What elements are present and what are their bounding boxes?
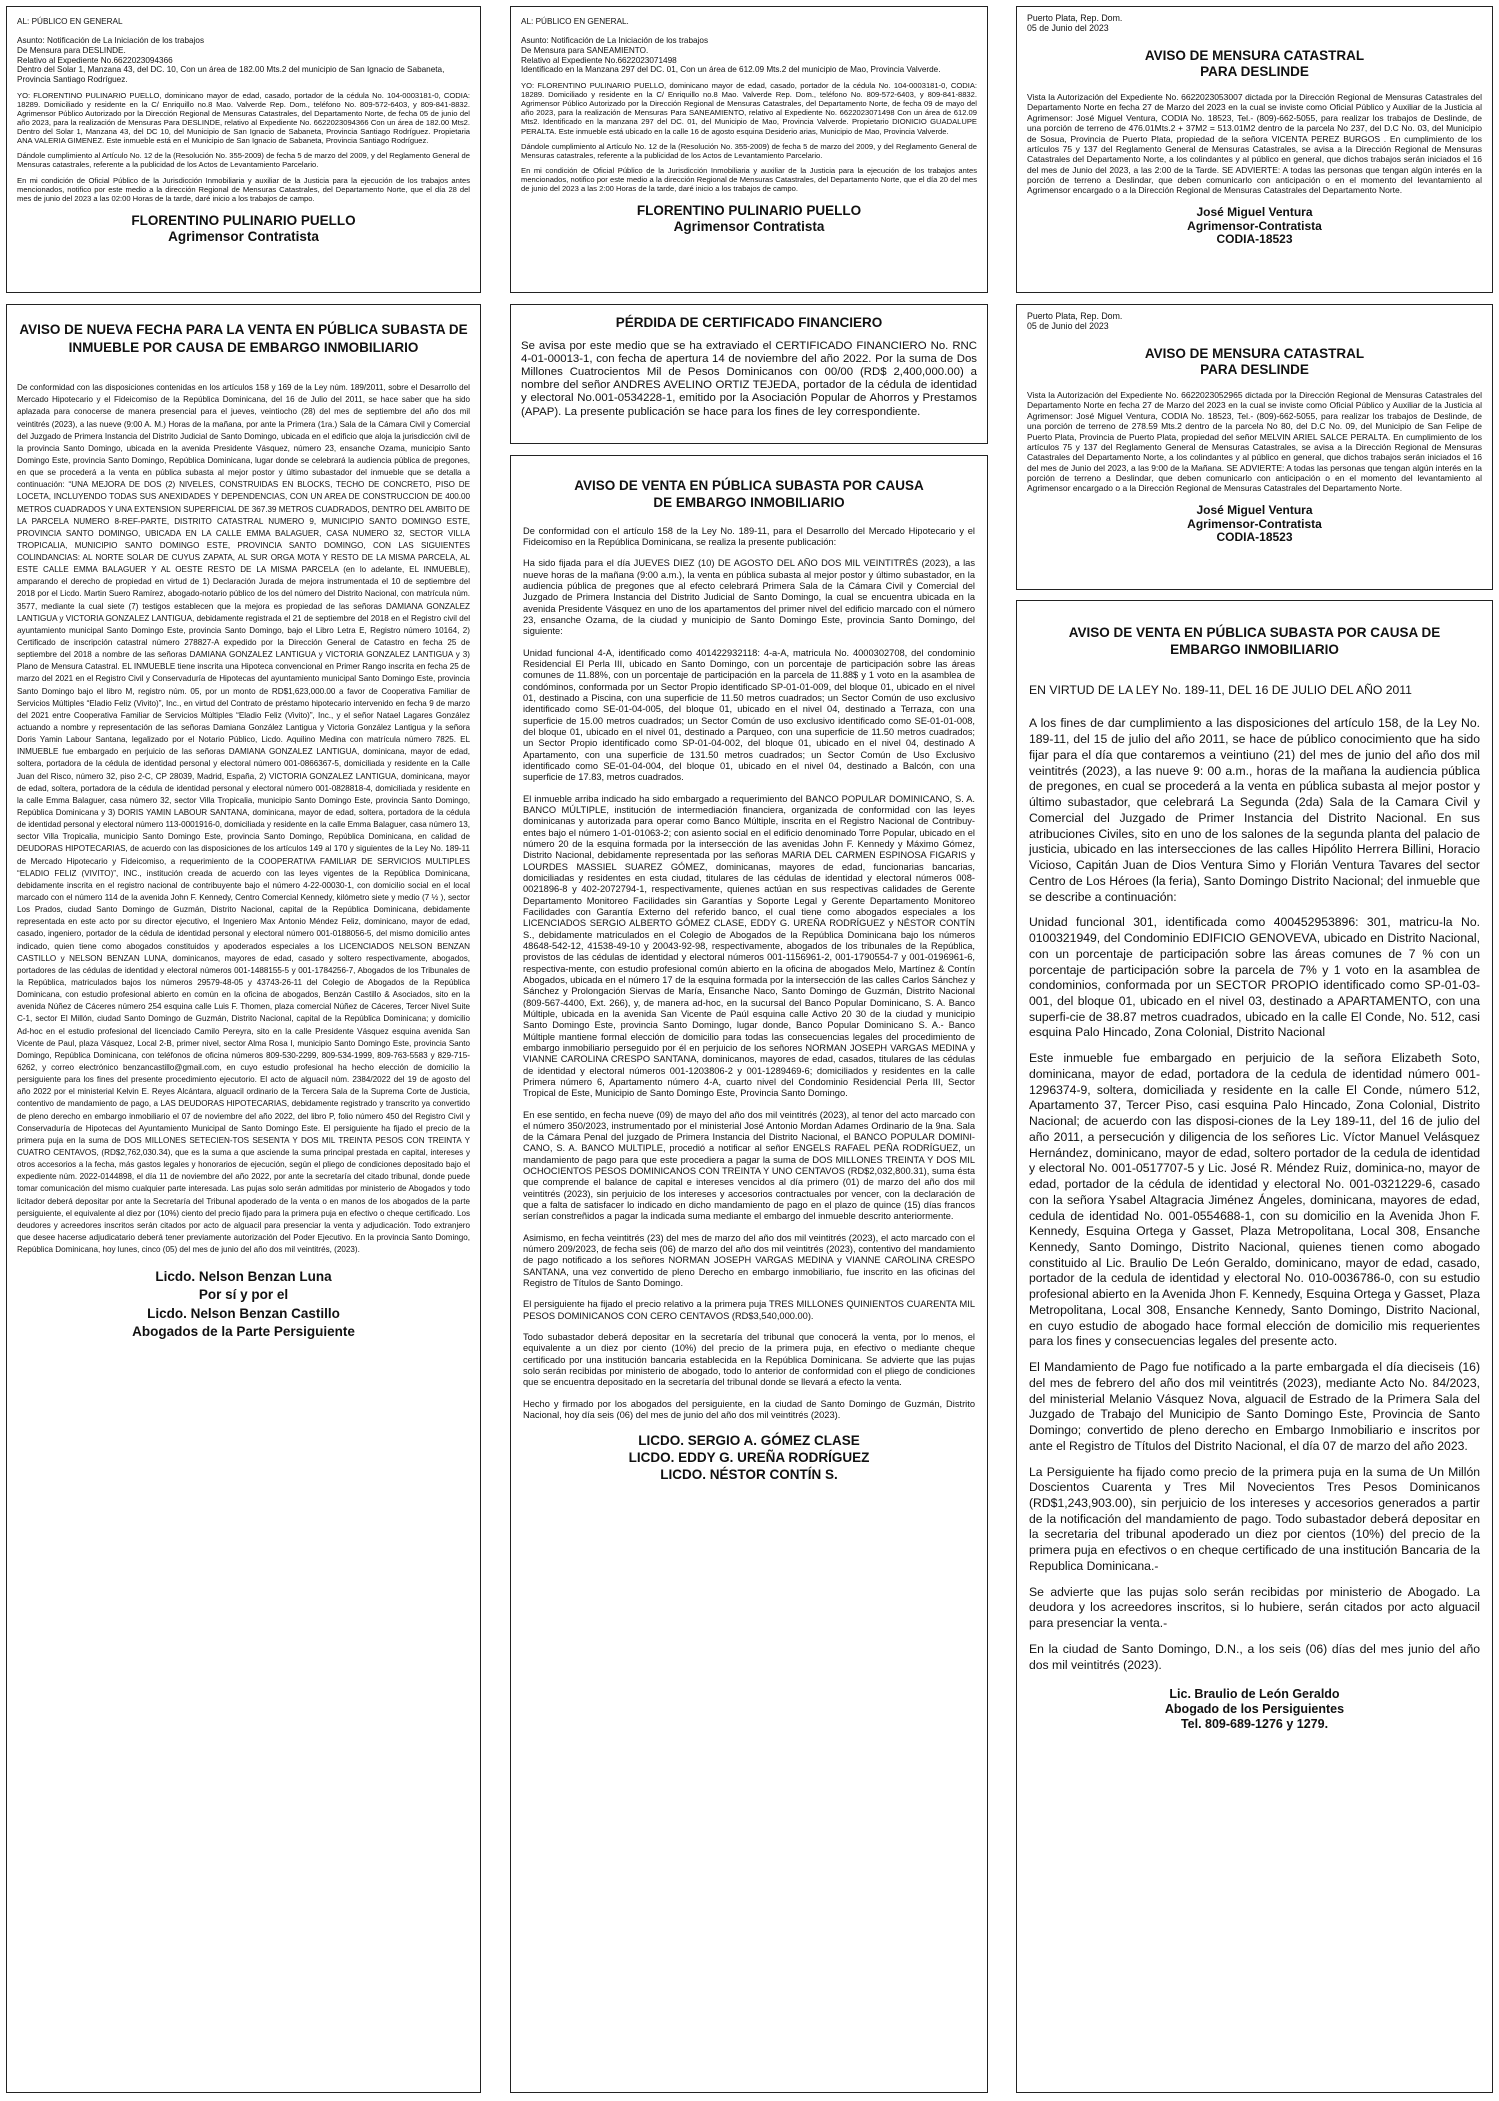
notice-paragraph: Hecho y firmado por los abogados del persiguiente, en la ciudad de Santo Domingo de Guzmán, Distrito Nacional, hoy día seis (06) del mes de junio del año dos mil veintitrés (2023). (523, 1398, 975, 1421)
notice-signature: José Miguel Ventura Agrimensor-Contratista CODIA-18523 (1187, 502, 1322, 545)
notice-body: Se avisa por este medio que se ha extraviado el CERTIFICADO FINANCIERO No. RNC 4-01-00013-1, con fecha de apertura 14 de noviembre del año 2022. Por la suma de Dos Millones Cuatrocientos Mil de Pesos Dominicanos con 00/00 (RD$ 2,400,000.00) a nombre del señor ANDRES AVELINO ORTIZ TEJEDA, portador de la cédula de identidad y electoral No.001-0534228-1, emitido por la Asociación Popular de Ahorros y Prestamos (APAP). La presente publicación se hace para los fines de ley correspondiente. (521, 340, 977, 418)
notice-venta-genoveva (1016, 600, 1493, 2093)
notice-paragraph: Unidad funcional 4-A, identificado como 401422932118: 4-a-A, matricula No. 400030270​8, del condominio Residencial El Perla III, ubicado en Santo Domingo, con un porcentaje de participación sobre las áreas comunes de 11.88%, con un porcentaje de participación en la parcela de 11.88$ y 1 voto en la asamblea de condóminos, conformada por un Sector Propio identificado SP-01-01-009, del bloque 01, ubicado en el nivel 01, destinado a Piscina, con una superficie de 11.50 metros cuadrados; un Sector Común de uso exclusivo identificado como SE-01-04-005, del bloque 01, ubicado en el nivel 04, destinado a Terraza, con una superficie de 15.00 metros cuadrados; un Sector Común de uso exclusivo identificado como SE-01-01-008, del bloque 01, ubicado en el nivel 01, destinado a Parqueo, con una superficie de 11.50 metros cuadrados; un Sector Propio identificado como SP-01-04-002, del bloque 01, ubicado en el nivel 04, destinado A Apartamento, con una superficie de 131.50 metros cuadrados; un Sector Común de Uso Exclusivo identificado como SE-01-04-004, del bloque 01, ubicado en el nivel 04, destinado a Balcón, con una superficie de 17.83, metros cuadrados. (523, 647, 975, 783)
notice-paragraph: Ha sido fijada para el día JUEVES DIEZ (10) DE AGOSTO DEL AÑO DOS MIL VEINTITRÉS (2023), a las nueve horas de la mañana (9:00 a.m.), la venta en pública subasta al mejor postor y último subastador, en la audiencia pública de pregones que al efecto celebrará Primera Sala de la Cámara Civil y Comercial del Juzgado de Primera Instancia del Distrito Judicial de Santo Domingo, la cual se encuentra ubicada en la avenida Presidente Vásquez en uno de los apartamentos del primer nivel del edificio marcado con el número 23, ensanche Ozama, de la ciudad y municipio de Santo Domingo Este, provincia Santo Domingo, del siguiente: (523, 558, 975, 637)
notice-deslinde-sabaneta (6, 6, 481, 293)
notice-paragraph: De conformidad con el artículo 158 de la Ley No. 189-11, para el Desarrollo del Mercado Hipotecario y el Fideicomiso en la República Dominicana, se realiza la presente publicación: (523, 525, 975, 548)
notice-place-date: Puerto Plata, Rep. Dom. 05 de Junio del 2023 (1027, 13, 1123, 34)
notice-paragraph: Todo subastador deberá depositar en la secretaría del tribunal que conocerá la venta, por lo menos, el equivalente a un diez por ciento (10%) del precio de la primera puja, en efectivo o mediante cheque certificado por una institución bancaria establecida en la República Dominicana. Se advierte que las pujas solo serán recibidas por ministerio de abogado, todo lo anterior de conformidad con el pliego de condiciones que se encuentra depositado en la secretaría del tribunal donde se llevará a efecto la venta. (523, 1332, 975, 1388)
notice-title: AVISO DE MENSURA CATASTRAL PARA DESLINDE (1144, 345, 1365, 377)
notice-paragraph: El Mandamiento de Pago fue notificado a la parte embargada el día dieciseis (16) del mes de febrero del año dos mil veintitrés (2023), mediante Acto No. 84/2023, del ministerial Melanio Vásquez Nova, alguacil de Estrado de la Primera Sala del Juzgado de Trabajo del Municipio de Santo Domingo Este, Provincia de Santo Domingo; convertido de pleno derecho en Embargo Inmobiliario e inscritos por ante el Registro de Títulos del Distrito Nacional, el día 07 de marzo del año 2023. (1029, 1360, 1480, 1453)
notice-paragraph: Se advierte que las pujas solo serán recibidas por ministerio de Abogado. La deudora y los acreedores inscritos, si lo hubiere, serán citados por acto alguacil para presenciar la venta.- (1029, 1584, 1480, 1631)
notice-title: AVISO DE NUEVA FECHA PARA LA VENTA EN PÚBLICA SUBASTA DE INMUEBLE POR CAUSA DE EMBARGO INMOBILIARIO (19, 322, 468, 355)
notice-paragraph: En ese sentido, en fecha nueve (09) de mayo del año dos mil veintitrés (2023), al tenor del acto marcado con el número 350/2023, instrumentado por el ministerial José Antonio Mordan Adames Ordinario de la 9na. Sala de la Cámara Penal del juzgado de Primera Instancia del Distrito Nacional, el BANCO POPULAR DOMINI-CANO, S. A. BANCO MULTIPLE, procedió a notificar al señor ENGELS RAFAEL PEÑA RODRÍGUEZ, un mandamiento de pago para que este procediera a pagar la suma de DOS MILLONES TREINTA Y DOS MIL OCHOCIENTOS PESOS DOMINICANOS CON TREINTA Y UNO CENTAVOS (RD$2,032,800.31), suma ésta que comprende el balance de capital e intereses vencidos al día primero (01) de marzo del año dos mil veintitrés (2023), sin perjuicio de los intereses y accesorios contractuales por vencer, con la declaración de que a falta de satisfacer lo indicado en dicho mandamiento de pago en el plazo de quince (15) días francos serían constreñidos a pagar la indicada suma mediante el embargo del inmueble descrito anteriormente. (523, 1109, 975, 1222)
notice-paragraph: En mi condición de Oficial Público de la Jurisdicción Inmobiliaria y auxiliar de la Justicia para la ejecución de los trabajos antes mencionados, notifico por este medio a la dirección Regional de Mensuras Catastrales, del Departamento Norte, que el día 20 del mes de junio del 2023 a las 2:00 Horas de la tarde, daré inicio a los trabajos de campo. (521, 165, 977, 194)
notice-body: Vista la Autorización del Expediente No. 6622023052965 dictada por la Dirección Regional de Mensuras Catastrales del Departamento Norte en fecha 27 de Marzo del 2023 en la cual se inviste como Oficial Público y Auxiliar de la Justicia al Agrimensor: José Miguel Ventura, CODIA No. 18523, Tel.- (809)-662-5055, para realizar los trabajos de Deslinde, de una porción de terreno de 278.59 Mts.2 dentro de la parcela No 80, del D.C No. 09, del Municipio de San Felipe de Puerto Plata, Provincia de Puerto Plata, propiedad del señor MELVIN ARIEL SALCE PERALTA. En cumplimiento de los artículos 75 y 137 del Reglamento General de Mensuras Catastrales, se avisa a la Dirección Regional de Mensuras Catastrales del Departamento Norte, a los colindantes y al público en general, que dichos trabajos serán iniciados el 16 del mes de Junio del 2023, a las 9:00 de la Mañana. SE ADVIERTE: A todas las personas que tengan algún interés en la porción de terreno a Deslindar, que deben comunicarlo con anticipación o en el momento del levantamiento al Agrimensor encargado o a la Dirección Regional de Mensuras Catastrales del Departamento Norte. (1027, 390, 1482, 494)
notice-paragraph: Dándole cumplimiento al Artículo No. 12 de la (Resolución No. 355-2009) de fecha 5 de marzo del 2009, y del Reglamento General de Mensuras catastrales, referente a la publicidad de los Actos de Levantamiento Parcelario. (17, 151, 470, 170)
notice-body: Vista la Autorización del Expediente No. 6622023053007 dictada por la Dirección Regional de Mensuras Catastrales del Departamento Norte en fecha 27 de Marzo del 2023 en la cual se inviste como Oficial Público y Auxiliar de la Justicia al Agrimensor: José Miguel Ventura, CODIA No. 18523, Tel.- (809)-662-5055, para realizar los trabajos de Deslinde, de una porción de terreno de 476.01Mts.2 + 37M2 = 513.01M2 dentro de la parcela No 237, del D.C No. 03, del Municipio de Sosua, Provincia de Puerto Plata, propiedad de la señora VICENTA PEREZ BURGOS . En cumplimiento de los artículos 75 y 137 del Reglamento General de Mensuras Catastrales, se avisa a la Dirección Regional de Mensuras Catastrales del Departamento Norte, a los colindantes y al público en general, que dichos trabajos serán iniciados el 16 del mes de Junio del 2023, a las 2:00 de la Tarde. SE ADVIERTE: A todas las personas que tengan algún interés en la porción de terreno a Deslindar, que deben comunicarlo con anticipación o en el momento del levantamiento al Agrimensor encargado o a la Dirección Regional de Mensuras Catastrales del Departamento Norte. (1027, 92, 1482, 196)
notice-mensura-sosua (1016, 6, 1493, 293)
notice-paragraph: En mi condición de Oficial Público de la Jurisdicción Inmobiliaria y auxiliar de la Justicia para la ejecución de los trabajos antes mencionados, notifico por este medio a la dirección Regional de Mensuras Catastrales, del Departamento Norte, que el día 28 del mes de junio del 2023 a las 02:00 Horas de la tarde, daré inicio a los trabajos de campo. (17, 175, 470, 203)
notice-paragraph: YO: FLORENTINO PULINARIO PUELLO, dominicano mayor de edad, casado, portador de la cédula No. 104-0003181-0, CODIA: 18289. Domiciliado y residente en la C/ Enriquillo no.8 Mao. Valverde Rep. Dom., teléfono No. 809-572-6403, y 809-841-8832. Agrimensor Público Autorizado por la Dirección Regional de Mensuras Catastrales, del Departamento Norte, de fecha 05 de junio del año 2023, para la realización de Mensuras Para DESLINDE, relativo al Expediente No. 6622023094366 Con un área de 182.00 Mts2. Dentro del Solar 1, Manzana 43, del DC 10, del Municipio de San Ignacio de Sabaneta, Provincia Santiago Rodríguez. Propietaria ANA VALERIA GIMENEZ. Este inmueble está en el Municipio de San Ignacio de Sabaneta, Provincia Santiago Rodríguez. (17, 90, 470, 146)
notice-signature: José Miguel Ventura Agrimensor-Contratista CODIA-18523 (1187, 204, 1322, 247)
notice-header: AL: PÚBLICO EN GENERAL Asunto: Notificación de La Iniciación de los trabajos De Mensura para DESLINDE. Relativo al Expediente No.6622023094366 Dentro del Solar 1, Manzana 43, del DC. 10, Con un área de 182.00 Mts.2 del municipio de San Ignacio de Sabaneta, Provincia Santiago Rodríguez. (17, 17, 445, 85)
notice-signature: Lic. Braulio de León Geraldo Abogado de los Persiguientes Tel. 809-689-1276 y 1279. (1164, 1687, 1345, 1732)
notice-paragraph: Este inmueble fue embargado en perjuicio de la señora Elizabeth Soto, dominicana, mayor de edad, portadora de la cedula de identidad número 001-1296374-9, soltera, domiciliada y residente en la calle El Conde, número 512, Apartamento 37, Tercer Piso, casi esquina Palo Hincado, Zona Colonial, Distrito Nacional; de acuerdo con las disposi-ciones de la Ley 189-11, del 16 de julio del año 2011, a persecución y diligencia de los señores Lic. Víctor Manuel Velásquez Hernández, dominicano, mayor de edad, soltero portador de la cedula de identidad y electoral No. 001-0517707-5 y Lic. José R. Méndez Ruiz, dominica-no, mayor de edad, portador de la cédula de identidad y electoral No. 001-0321229-6, casado con la señora Ysabel Altagracia Jiménez Ángeles, dominicana, mayores de edad, cedula de identidad No. 001-0554688-1, con su domicilio en la Avenida Jhon F. Kennedy, Esquina Ortega y Gasset, Plaza Metropolitana, Local 308, Ensanche Kennedy, Santo Domingo, Distrito Nacional, quienes tienen como abogado constituido al Lic. Braulio De León Geraldo, dominicano, mayor de edad, casado, portador de la cedula de identidad y electoral No. 010-0036786-0, con su estudio profesional abierto en la Avenida Jhon F. Kennedy, Esquina Ortega y Gasset, Plaza Metropolitana, Local 308, Ensanche Kennedy, Santo Domingo, Distrito Nacional, en cuyo estudio de abogado hace formal elección de domicilio mis requerientes para los fines y consecuencias legales del presente acto. (1029, 1051, 1480, 1349)
notice-title: AVISO DE MENSURA CATASTRAL PARA DESLINDE (1144, 47, 1365, 79)
notice-signature: LICDO. SERGIO A. GÓMEZ CLASE LICDO. EDDY G. UREÑA RODRÍGUEZ LICDO. NÉSTOR CONTÍN S. (628, 1433, 870, 1483)
notice-signature: Licdo. Nelson Benzan Luna Por sí y por el Licdo. Nelson Benzan Castillo Abogados de la Parte Persiguiente (132, 1269, 355, 1339)
notice-title: AVISO DE VENTA EN PÚBLICA SUBASTA POR CAUSA DE EMBARGO INMOBILIARIO (1068, 625, 1441, 657)
notice-subtitle: EN VIRTUD DE LA LEY No. 189-11, DEL 16 DE JULIO DEL AÑO 2011 (1029, 682, 1412, 697)
notice-mensura-puerto-plata (1016, 304, 1493, 590)
notice-body: De conformidad con las disposiciones contenidas en los artículos 158 y 169 de la Ley núm. 189/2011, sobre el Desarrollo del Mercado Hipotecario y el Fideicomiso de la República Dominicana, del 16 de Julio del 2011, se hace saber que ha sido aplazada para conocerse de manera presencial para el jueves, veintiocho (28) del mes de septiembre del año dos mil veintitrés (2023), a las nueve (9:00 A. M.) Horas de la mañana, por ante la Primera (1ra.) Sala de la Cámara Civil y Comercial del Juzgado de Primera Instancia del Distrito Judicial de Santo Domingo, ubicada en el edificio que aloja la jurisdicción civil de la provincia Santo Domingo, ubicada en la avenida Presidente Vásquez, número 23, ensanche Ozama, municipio Santo Domingo Este, provincia Santo Domingo, República Dominicana, lugar donde se celebrará la audiencia pública de pregones, en que se procederá a la venta en pública subasta al mejor postor y último subastador del inmueble que se detalla a continuación: “UNA MEJORA DE DOS (2) NIVELES, CONSTRUIDAS EN BLOCKS, TECHO DE CONCRETO, PISO DE LOCETA, INCLUYENDO TODAS SUS ANEXIDADES Y DEPENDENCIAS, CON UN AREA DE CONSTRUCCION DE 400.00 METROS CUADRADOS Y UNA EXTENSION SUPERFICIAL DE 367.39 METROS CUADRADOS, DENTRO DEL AMBITO DE LA PARCELA NUMERO 8-REF-PARTE, DISTRITO CATASTRAL NUMERO 9, MUNICIPIO SANTO DOMINGO ESTE, PROVINCIA SANTO DOMINGO, UBICADA EN LA CALLE EMMA BALAGUER, CASA NUMERO 32, SECTOR VILLA TROPICALIA, MUNICIPIO SANTO DOMINGO ESTE, PROVINCIA SANTO DOMINGO, CON LAS SIGUIENTES COLINDANCIAS: AL NORTE SOLAR DE CUYUS ZAPATA, AL SUR ORGA MOTA Y RESTO DE LA MISMA PARCELA, AL ESTE CALLE EMMA BALAGUER Y AL OESTE RESTO DE LA MISMA PARCELA (en lo adelante, EL INMUEBLE), amparando el derecho de propiedad en virtud de 1) Declaración Jurada de mejora instrumentada el 10 de septiembre del 2018 por el Licdo. Martin Suero Ramírez, abogado-notario público de los del número del Distrito Nacional, con matrícula núm. 3577, mediante la cual siete (7) testigos establecen que la mejora es propiedad de las señoras DAMIANA GONZALEZ LANTIGUA y VICTORIA GONZALEZ LANTIGUA, debidamente registrada el 21 de septiembre del 2018 en el Registro civil del ayuntamiento municipal Santo Domingo Este, provincia Santo Domingo, bajo el Libro Letra E, Registro número 10164, 2) Certificado de inscripción catastral número 278827-A expedido por la Dirección General de Catastro en fecha 25 de septiembre del 2018 a nombre de las señoras DAMIANA GONZALEZ LANTIGUA y VICTORIA GONZALEZ LANTIGUA y 3) Plano de Mensura Catastral. EL INMUEBLE tiene inscrita una Hipoteca convencional en Primer Rango inscrita en fecha 25 de marzo del 2021 en el Registro Civil y Conservaduría de Hipotecas del ayuntamiento municipal Santo Domingo Este, provincia Santo Domingo bajo el libro M, registro núm. 05, por un monto de RD$1,623,000.00 a favor de Cooperativa Familiar de Servicios Múltiples “Eladio Feliz (Vivito)”, Inc., en virtud del Contrato de préstamo hipotecario intervenido en fecha 9 de marzo del 2021 entre Cooperativa Familiar de Servicios Múltiples “Eladio Feliz (Vivito)”, Inc., y el señor Natael Lagares González actuando a nombre y representación de las señoras Damiana González Lantigua y Victoria González Lantigua y la señora Doris Yamin Labour Santana, legalizado por el Notario Público, Licdo. Aquilino Medina con matrícula número 7825. EL INMUEBLE fue embargado en perjuicio de las señoras DAMIANA GONZALEZ LANTIGUA, dominicana, mayor de edad, soltera, portadora de la cédula de identidad personal y electoral número 001-0866367-5, domiciliada y residente en la Calle Juan del Risco, número 32, piso 2-C, CP 28039, Madrid, España, 2) VICTORIA GONZALEZ LANTIGUA, dominicana, mayor de edad, soltera, portadora de la cédula de identidad personal y electoral número 001-0828818-4, domiciliada y residente en la calle Emma Balaguer, casa número 32, sector Villa Tropicalia, municipio Santo Domingo Este, provincia Santo Domingo, República Dominicana y 3) DORIS YAMIN LABOUR SANTANA, dominicana, mayor de edad, soltera, portadora de la cédula de identidad personal y electoral número 113-0001916-0, domiciliada y residente en la calle Emma Balaguer, casa número 13, sector Villa Tropicalia, municipio Santo Domingo Este, provincia Santo Domingo, República Dominicana, en calidad de DEUDORAS HIPOTECARIAS, de acuerdo con las disposiciones de los artículos 149 al 170 y siguientes de la Ley No. 189-11 de Mercado Hipotecario y Fideicomiso, a requerimiento de la COOPERATIVA FAMILIAR DE SERVICIOS MULTIPLES “ELADIO FELIZ (VIVITO)”, INC., institución creada de acuerdo con las leyes vigentes de la República Dominicana, debidamente inscrita en el registro nacional de contribuyente bajo el número 4-22-00030-1, con domicilio social en el local marcado con el número 114 de la avenida John F. Kennedy, Centro Comercial Kennedy, kilómetro siete y medio (7 ½ ), sector Los Prados, ciudad Santo Domingo de Guzmán, Distrito Nacional, capital de la República Dominicana, debidamente representada en este acto por su director ejecutivo, el Ingeniero Max Antonio Méndez Feliz, dominicano, mayor de edad, casado, ingeniero, portador de la cédula de identidad personal y electoral número 001-0188056-5, del mismo domicilio antes indicado, quien tiene como abogados constituidos y apoderados especiales a los LICENCIADOS NELSON BENZAN CASTILLO y NELSON BENZAN LUNA, dominicanos, mayores de edad, casado y soltero respectivamente, abogados, portadores de las cédulas de identidad y electoral números 001-1488155-5 y 001-1784256-7, Abogados de los Tribunales de la República, matriculados bajos los números 29579-48-05 y 43743-26-11 del Colegio de Abogados de la República Dominicana, con estudio profesional abierto en común en la oficina de abogados, Benzán Castillo & Asociados, sito en la avenida Núñez de Cáceres número 254 esquina calle Luis F. Thomen, plaza comercial Núñez de Cáceres, Tercer Nivel Suite C-1, sector El Millón, ciudad Santo Domingo de Guzmán, Distrito Nacional, capital de la República Dominicana; y domicilio Ad-hoc en el estudio profesional del licenciado Camilo Pereyra, sito en la calle Presidente Vásquez esquina avenida San Vicente de Paul, plaza Vásquez, Local 2-B, primer nivel, sector Alma Rosa I, municipio Santo Domingo Este, provincia Santo Domingo, República Dominicana, con teléfonos de oficina números 809-530-2299, 809-534-1999, 809-763-5583 y 829-715-6262, y correo electrónico benzancastillo@gmail.com, en cuyo estudio profesional ha hecho elección de domicilio la persiguiente para los fines del presente procedimiento ejecutorio. El acto de alguacil núm. 2384/2022 del 19 de agosto del año 2022 por el ministerial Kelvin E. Reyes Alcántara, alguacil ordinario de la Tercera Sala de la Suprema Corte de Justicia, contentivo de mandamiento de pago, a LAS DEUDORAS HIPOTECARIAS, debidamente registrado y transcrito ya convertido de pleno derecho en embargo inmobiliario el 07 de noviembre del año 2022, del libro P, folio número 450 del Registro Civil y Conservaduría de Hipotecas del Ayuntamiento Municipal de Santo Domingo Este. El persiguiente ha fijado el precio de la primera puja en la suma de DOS MILLONES SETECIEN-TOS SESENTA Y DOS MIL TREINTA PESOS CON TREINTA Y CUATRO CENTAVOS, (RD$2,762,030.34), que es la suma a que asciende la suma principal prestada en capital, intereses y otros accesorios a la fecha, más gastos legales y honorarios de ejecución, según el pliego de condiciones depositado bajo el expediente núm. 2022-0144898, el día 11 de noviembre del año 2022, por ante la secretaría del citado tribunal, donde puede tomar comunicación del mismo cualquier parte interesada. Las pujas solo serán admitidas por ministerio de Abogados y todo licitador deberá depositar por ante la Secretaría del Tribunal apoderado de la venta o en manos de los abogados de la parte persiguiente, el equivalente al diez por (10%) ciento del precio fijado para la primera puja en efectivo o cheque certificado. Los deudores y acreedores inscritos serán citados por acto de alguacil para presenciar la venta y adjudicación. Todo extranjero que desee hacerse adjudicatario deberá tener previamente autorización del Poder Ejecutivo. En la provincia Santo Domingo, República Dominicana, hoy lunes, cinco (05) del mes de junio del año dos mil veintitrés, (2023). (17, 383, 470, 1255)
notice-title: AVISO DE VENTA EN PÚBLICA SUBASTA POR CAUSA DE EMBARGO INMOBILIARIO (574, 478, 924, 510)
notice-signature: FLORENTINO PULINARIO PUELLO Agrimensor Contratista (131, 212, 356, 245)
notice-signature: FLORENTINO PULINARIO PUELLO Agrimensor Contratista (636, 203, 862, 235)
notice-paragraph: YO: FLORENTINO PULINARIO PUELLO, dominicano mayor de edad, casado, portador de la cédula No. 104-0003181-0, CODIA: 18289. Domiciliado y residente en la C/ Enriquillo no.8 Mao. Valverde Rep. Dom., teléfono No. 809-572-6403, y 809-841-8832. Agrimensor Público Autorizado por la Dirección Regional de Mensuras Catastrales, del Departamento Norte, de fecha 09 de mayo del año 2023, para la realización de Mensuras Para SANEAMIENTO, relativo al Expediente No. 6622023071498 Con un área de 612.09 Mts2. Identificado en la manzana 297 del DC. 01, del Municipio de Mao, Provincia Valverde. Propietario DIONICIO GUADALUPE PERALTA. Este inmueble está ubicado en la calle 16 de agosto esquina Desiderio arias, Municipio de Mao, Provincia Valverde. (521, 81, 977, 136)
notice-venta-banco-popular (510, 455, 988, 2093)
notice-paragraph: Unidad funcional 301, identificada como 400452953896: 301, matricu-la No. 0100321949, del Condominio EDIFICIO GENOVEVA, ubicado en Distrito Nacional, con un porcentaje de participación sobre las áreas comunes de 7 % con un porcentaje de participación sobre la parcela de 7% y 1 voto en la asamblea de condominios, conformada por un SECTOR PROPIO identificado como SP-01-03-001, del bloque 01, ubicado en el nivel 03, destinado a APARTAMENTO, con una superfi-cie de 38.87 metros cuadrados, ubicado en la calle El Conde, No. 512, casi esquina Palo Hincado, Zona Colonial, Distrito Nacional (1029, 915, 1480, 1040)
notice-paragraph: La Persiguiente ha fijado como precio de la primera puja en la suma de Un Millón Doscientos Cuarenta y Tres Mil Novecientos Tres Pesos Dominicanos (RD$1,243,903.00), sin perjuicio de los intereses y accesorios generados a partir de la notificación del mandamiento de pago. Todo subastador deberá depositar en la secretaria del tribunal apoderado un diez por cientos (10%) del precio de la primera puja en efectivos o en cheque certificado de una institución Bancaria de la Republica Dominicana.- (1029, 1464, 1480, 1573)
notice-paragraph: El persiguiente ha fijado el precio relativo a la primera puja TRES MILLONES QUINIENTOS CUARENTA MIL PESOS DOMINICANOS CON CERO CENTAVOS (RD$3,540,000.00). (523, 1299, 975, 1321)
notice-paragraph: A los fines de dar cumplimiento a las disposiciones del artículo 158, de la Ley No. 189-11, del 15 de julio del año 2011, se hace de público conocimiento que ha sido fijar para el día que contaremos a veintiuno (21) del mes de junio del año dos mil veintitrés (2023), a las nueve 9: 00 a.m., horas de la mañana la audiencia pública de pregones, en cual se procederá a la venta en pública subasta al mejor postor y último subastador, que celebrará La Segunda (2da) Sala de la Camara Civil y Comercial del Juzgado de Primer Instancia del Distrito Nacional. En sus atribuciones Civiles, sito en uno de los salones de la segunda planta del palacio de justicia, ubicado en las intersecciones de las calles Hipólito Herrera Billini, Horacio Vicioso, Capitán Juan de Dios Ventura Simo y Florián Ventura Tavares del sector Centro de Los Héroes (la feria), Santo Domingo Distrito Nacional; del inmueble que se describe a continuación: (1029, 716, 1480, 904)
notice-nueva-fecha-subasta (6, 304, 481, 2093)
notice-place-date: Puerto Plata, Rep. Dom. 05 de Junio del 2023 (1027, 311, 1123, 332)
notice-title: PÉRDIDA DE CERTIFICADO FINANCIERO (615, 315, 883, 330)
notice-saneamiento-mao (510, 6, 988, 293)
notice-header: AL: PÚBLICO EN GENERAL. Asunto: Notificación de La Iniciación de los trabajos De Mensura para SANEAMIENTO. Relativo al Expediente No.6622023071498 Identificado en la Manzana 297 del DC. 01, Con un área de 612.09 Mts.2 del municipio de Mao, Provincia Valverde. (521, 17, 941, 75)
notice-paragraph: El inmueble arriba indicado ha sido embargado a requerimiento del BANCO POPULAR DOMINICANO, S. A. BANCO MÚLTIPLE, institución de intermediación financiera, organizada de conformidad con las leyes dominicanas y autorizada para operar como Banco Múltiple, inscrita en el Registro Nacional de Contribuy-entes bajo el número 1-01-01063-2; con asiento social en el edificio denominado Torre Popular, ubicado en el número 20 de la esquina formada por la intersección de las avenidas John F. Kennedy y Máximo Gómez, Distrito Nacional, debidamente representada por las señoras MARIA DEL CARMEN ESPINOSA FIGARIS y LOURDES MASSIEL SUAREZ GÓMEZ, dominicanas, mayores de edad, funcionarias bancarias, domiciliadas y residentes en esta ciudad, titulares de las cédulas de identidad y electoral números 008-0021896-8 y 402-2072794-1, respectivamente, quienes actúan en sus respectivas calidades de Gerente Departamento Monitoreo Facilidades sin Garantías y Soporte Legal y Gerente Departamento Monitoreo Facilidades con Garantía Externo del referido banco, el cual tiene como abogados especiales a los LICENCIADOS SERGIO ALBERTO GÓMEZ CLASE, EDDY G. UREÑA RODRÍGUEZ y NÉSTOR CONTÍN S., debidamente matriculados en el Colegio de Abogados de la República Dominicana bajo los números 48648-542-12, 41538-49-10 y 20043-92-98, respectivamente, abogados de los tribunales de la República, provistos de las cédulas de identidad y electoral números 001-1156961-2, 001-1790554-7 y 001-0196961-6, respectiva-mente, con estudio profesional común abierto en la oficina de abogados Melo, Martínez & Contín Abogados, ubicada en el número 17 de la esquina formada por la intersección de las calles Carlos Sánchez y Sánchez y Prolongación Siervas de María, Ensanche Naco, Santo Domingo de Guzmán, Distrito Nacional (809-567-4400, Ext. 266), y, de manera ad-hoc, en la sucursal del Banco Popular Dominicano, S. A. Banco Múltiple, ubicada en la avenida San Vicente de Paúl esquina calle Activo 20 30 de la ciudad y municipio Santo Domingo Este, provincia Santo Domingo, lugar donde, Banco Popular Dominicano S. A.- Banco Múltiple mantiene formal elección de domicilio para todas las consecuencias legales del procedimiento de embargo inmobiliario perseguido por él en perjuicio de los señores NORMAN JOSEPH VARGAS MEDINA y VIANNE CAROLINA CRESPO SANTANA, dominicanos, mayores de edad, casados, titulares de las cédulas de identidad y electoral números 001-1203806-2 y 001-1289469-6; domiciliados y residentes en la calle Primera número 6, Apartamento número 4-A, cuarto nivel del Condominio Residencial Perla III, Sector Tropical de Este, Municipio de Santo Domingo Este, Provincia Santo Domingo. (523, 793, 975, 1099)
notice-paragraph: En la ciudad de Santo Domingo, D.N., a los seis (06) días del mes junio del año dos mil veintitrés (2023). (1029, 1641, 1480, 1672)
notice-perdida-certificado (510, 304, 988, 444)
notice-paragraph: Dándole cumplimiento al Artículo No. 12 de la (Resolución No. 355-2009) de fecha 5 de marzo del 2009, y del Reglamento General de Mensuras catastrales, referente a la publicidad de los Actos de Levantamiento Parcelario. (521, 141, 977, 160)
notice-paragraph: Asimismo, en fecha veintitrés (23) del mes de marzo del año dos mil veintitrés (2023), el acto marcado con el número 209/2023, de fecha seis (06) de marzo del año dos mil veintitrés (2023), contentivo del mandamiento de pago notificado a los señores NORMAN JOSEPH VARGAS MEDINA y VIANNE CAROLINA CRESPO SANTANA, una vez convertido de pleno Derecho en embargo inmobiliario, fue inscrito en las oficinas del Registro de Títulos de Santo Domingo. (523, 1232, 975, 1289)
